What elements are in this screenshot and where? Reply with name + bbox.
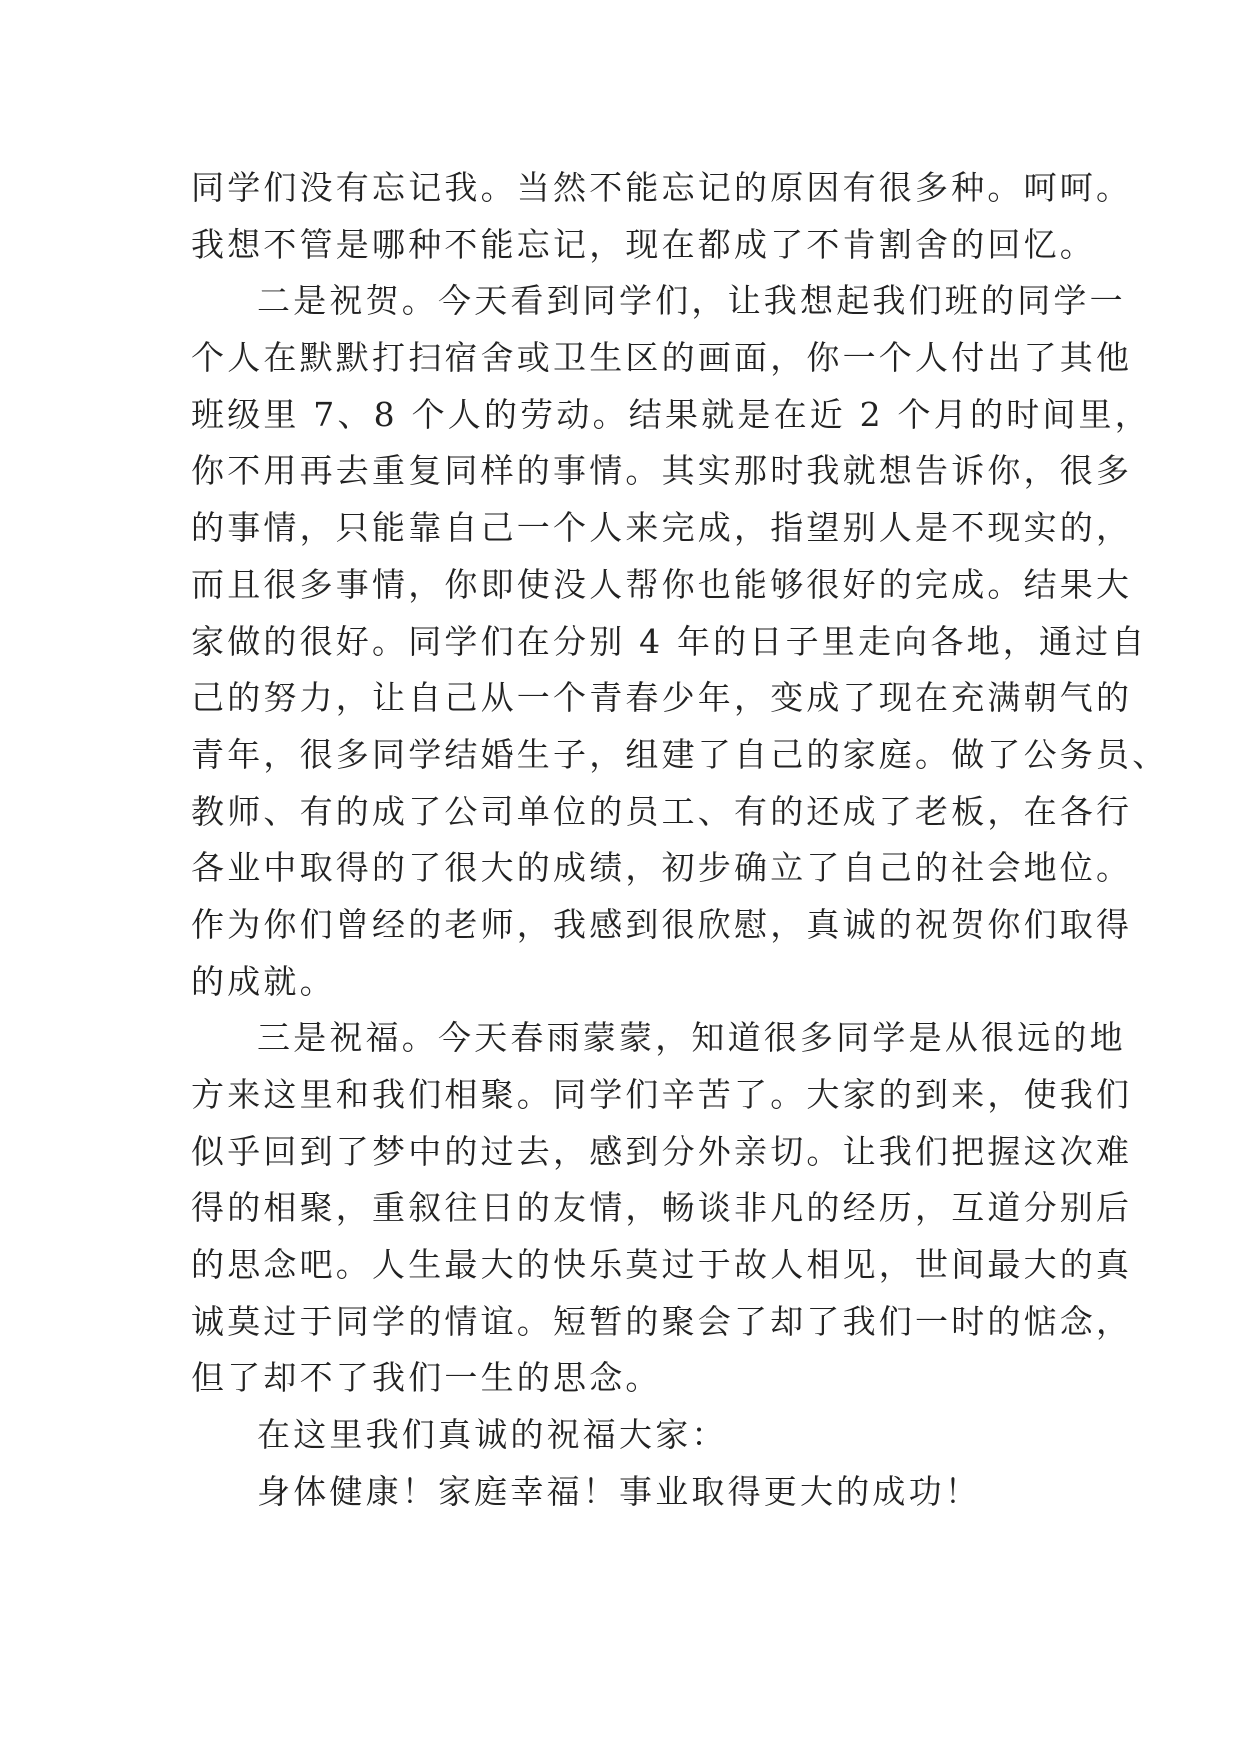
text-line: 的事情，只能靠自己一个人来完成，指望别人是不现实的，: [191, 508, 1133, 548]
text-line: 青年，很多同学结婚生子，组建了自己的家庭。做了公务员、: [191, 734, 1169, 774]
text-line: 同学们没有忘记我。当然不能忘记的原因有很多种。呵呵。: [191, 168, 1133, 207]
text-line: 但了却不了我们一生的思念。: [191, 1358, 662, 1398]
paragraph-start-line: 三是祝福。今天春雨蒙蒙，知道很多同学是从很远的地: [257, 1018, 1126, 1058]
text-line: 我想不管是哪种不能忘记，现在都成了不肯割舍的回忆。: [191, 224, 1096, 264]
text-line: 方来这里和我们相聚。同学们辛苦了。大家的到来，使我们: [191, 1075, 1133, 1114]
text-line: 的思念吧。人生最大的快乐莫过于故人相见，世间最大的真: [191, 1245, 1133, 1285]
text-line: 你不用再去重复同样的事情。其实那时我就想告诉你，很多: [191, 451, 1133, 491]
document-body: [191, 160, 1169, 1521]
text-line: 家做的很好。同学们在分别 4 年的日子里走向各地，通过自: [191, 621, 1148, 661]
text-line: 似乎回到了梦中的过去，感到分外亲切。让我们把握这次难: [191, 1131, 1133, 1171]
text-line: 个人在默默打扫宿舍或卫生区的画面，你一个人付出了其他: [191, 338, 1133, 378]
text-line: 诚莫过于同学的情谊。短暂的聚会了却了我们一时的惦念，: [191, 1301, 1133, 1341]
text-line: 教师、有的成了公司单位的员工、有的还成了老板，在各行: [191, 791, 1133, 831]
paragraph-start-line: 二是祝贺。今天看到同学们，让我想起我们班的同学一: [257, 281, 1126, 321]
paragraph-start-line: 在这里我们真诚的祝福大家：: [257, 1415, 728, 1455]
text-line: 的成就。: [191, 961, 336, 1001]
paragraph-start-line: 身体健康！家庭幸福！事业取得更大的成功！: [257, 1471, 981, 1511]
text-line: 作为你们曾经的老师，我感到很欣慰，真诚的祝贺你们取得: [191, 904, 1133, 944]
text-line: 得的相聚，重叙往日的友情，畅谈非凡的经历，互道分别后: [191, 1188, 1133, 1228]
text-line: 各业中取得的了很大的成绩，初步确立了自己的社会地位。: [191, 848, 1133, 888]
text-line: 而且很多事情，你即使没人帮你也能够很好的完成。结果大: [191, 564, 1133, 604]
text-line: 己的努力，让自己从一个青春少年，变成了现在充满朝气的: [191, 678, 1133, 718]
text-line: 班级里 7、8 个人的劳动。结果就是在近 2 个月的时间里，: [191, 394, 1151, 434]
